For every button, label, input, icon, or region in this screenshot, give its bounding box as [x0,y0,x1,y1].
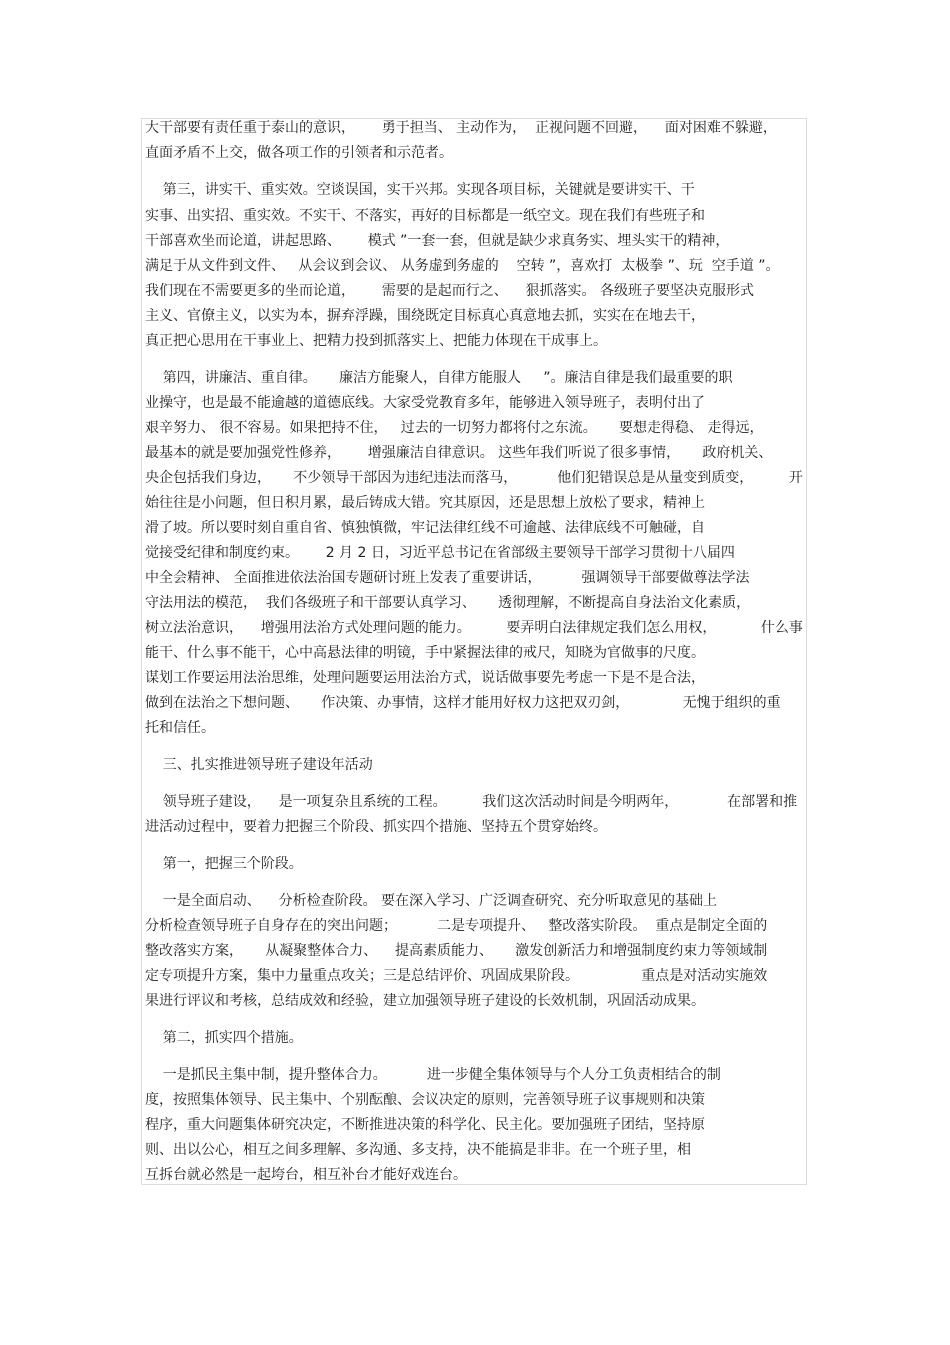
text-line: 中全会精神、 全面推进依法治国专题研讨班上发表了重要讲话， 强调领导干部要做尊法学法 [145,570,750,586]
text-line: 始往往是小问题，但日积月累，最后铸成大错。究其原因，还是思想上放松了要求，精神上 [145,495,705,511]
text-line: 树立法治意识， 增强用法治方式处理问题的能力。 要弄明白法律规定我们怎么用权， 什么事 [145,620,803,636]
text-line: 一是全面启动、 分析检查阶段。 要在深入学习、广泛调查研究、充分听取意见的基础上 [145,893,718,909]
text-line: 果进行评议和考核，总结成效和经验，建立加强领导班子建设的长效机制，巩固活动成果。 [145,993,705,1009]
text-line: 整改落实方案， 从凝聚整体合力、 提高素质能力、 激发创新活力和增强制度约束力等领域制 [145,943,768,959]
text-line: 谋划工作要运用法治思维，处理问题要运用法治方式，说话做事要先考虑一下是不是合法， [145,670,705,686]
text-line: 实事、出实招、重实效。不实干、不落实，再好的目标都是一纸空文。现在我们有些班子和 [145,208,705,224]
text-line: 领导班子建设， 是一项复杂且系统的工程。 我们这次活动时间是今明两年， 在部署和推 [145,794,798,810]
text-line: 第三，讲实干、重实效。空谈误国，实干兴邦。实现各项目标，关键就是要讲实干、干 [145,182,695,198]
text-line: 大干部要有责任重于泰山的意识， 勇于担当、 主动作为， 正视问题不回避， 面对困难不躲避， [145,120,777,136]
text-line: 觉接受纪律和制度约束。 2 月 2 日，习近平总书记在省部级主要领导干部学习贯彻十八届四 [145,545,735,561]
text-line: 第四，讲廉洁、重自律。 廉洁方能聚人，自律方能服人 ”。廉洁自律是我们最重要的职 [145,370,733,386]
page-border-left [141,118,142,1185]
page-border-right [806,118,807,1185]
text-line: 艰辛努力、 很不容易。如果把持不住， 过去的一切努力都将付之东流。 要想走得稳、 走得远， [145,420,764,436]
text-line: 三、扎实推进领导班子建设年活动 [145,757,373,773]
text-line: 我们现在不需要更多的坐而论道， 需要的是起而行之、 狠抓落实。 各级班子要坚决克服形式 [145,283,754,299]
text-line: 程序，重大问题集体研究决定，不断推进决策的科学化、民主化。要加强班子团结，坚持原 [145,1117,705,1133]
text-line: 分析检查领导班子自身存在的突出问题； 二是专项提升、 整改落实阶段。 重点是制定全面的 [145,918,768,934]
text-line: 满足于从文件到文件、 从会议到会议、 从务虚到务虚的 空转 ”，喜欢打 太极拳 ”、玩 空手道 ”。 [145,258,780,274]
text-line: 第一，把握三个阶段。 [145,856,303,872]
text-line: 滑了坡。所以要时刻自重自省、慎独慎微，牢记法律红线不可逾越、法律底线不可触碰，自 [145,520,705,536]
text-line: 守法用法的模范， 我们各级班子和干部要认真学习、 透彻理解，不断提高自身法治文化素质， [145,595,751,611]
text-line: 托和信任。 [145,720,215,736]
text-line: 进活动过程中，要着力把握三个阶段、抓实四个措施、坚持五个贯穿始终。 [145,819,607,835]
text-line: 真正把心思用在干事业上、把精力投到抓落实上、把能力体现在干成事上。 [145,333,607,349]
text-line: 最基本的就是要加强党性修养， 增强廉洁自律意识。 这些年我们听说了很多事情， 政府机关、 [145,445,773,461]
text-line: 主义、官僚主义，以实为本，摒弃浮躁，围绕既定目标真心真意地去抓，实实在在地去干， [145,308,705,324]
text-line: 一是抓民主集中制，提升整体合力。 进一步健全集体领导与个人分工负责相结合的制 [145,1067,721,1083]
text-line: 互拆台就必然是一起垮台，相互补台才能好戏连台。 [145,1167,467,1183]
text-line: 能干、什么事不能干，心中高悬法律的明镜，手中紧握法律的戒尺，知晓为官做事的尺度。 [145,645,705,661]
text-line: 定专项提升方案，集中力量重点攻关；三是总结评价、巩固成果阶段。 重点是对活动实施效 [145,968,768,984]
text-line: 干部喜欢坐而论道，讲起思路、 模式 ”一套一套，但就是缺少求真务实、埋头实干的精神， [145,233,730,249]
text-line: 直面矛盾不上交，做各项工作的引领者和示范者。 [145,145,453,161]
text-line: 第二，抓实四个措施。 [145,1030,303,1046]
text-line: 业操守，也是最不能逾越的道德底线。大家受党教育多年，能够进入领导班子，表明付出了 [145,395,705,411]
text-line: 做到在法治之下想问题、 作决策、办事情，这样才能用好权力这把双刃剑， 无愧于组织的重 [145,695,781,711]
text-line: 度，按照集体领导、民主集中、个别酝酿、会议决定的原则，完善领导班子议事规则和决策 [145,1092,705,1108]
text-line: 则、出以公心，相互之间多理解、多沟通、多支持，决不能搞是非非。在一个班子里，相 [145,1142,691,1158]
text-line: 央企包括我们身边， 不少领导干部因为违纪违法而落马， 他们犯错误总是从量变到质变， 开 [145,470,803,486]
